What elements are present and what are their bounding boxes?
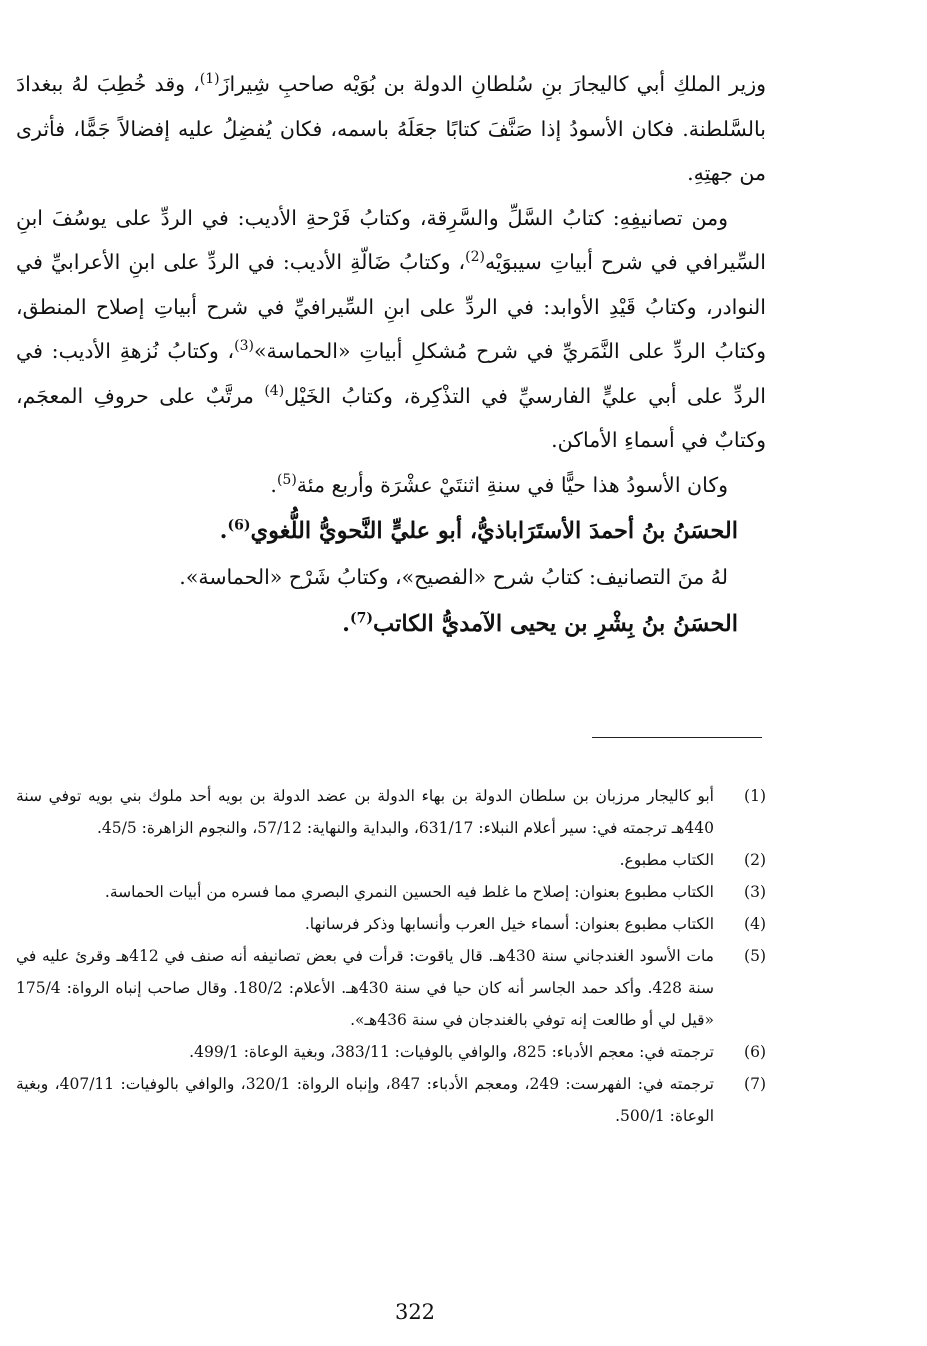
footnote-number: (2)	[744, 851, 766, 869]
footnote-item	[16, 844, 766, 876]
footnote-number: (4)	[744, 915, 766, 933]
footnote-ref-1[interactable]: (1)	[199, 71, 220, 88]
paragraph-2-text-c: ، وكتابُ نُزهةِ الأديب: في الردِّ على أبي عليٍّ الفارسيِّ في التذْكِرة، وكتابُ الخَيْل	[16, 339, 766, 408]
footnote-number: (6)	[744, 1043, 766, 1061]
footnote-text: الكتاب مطبوع بعنوان: أسماء خيل العرب وأنسابها وذكر فرسانها.	[304, 915, 714, 933]
footnote-number: (5)	[744, 947, 766, 965]
footnote-text: أبو كاليجار مرزبان بن سلطان الدولة بن بهاء الدولة بن عضد الدولة بن بويه أحد ملوك بني بويه توفي سنة 440هـ ترجمته في: سير أعلام النبلاء: 631/17، والبداية والنهاية: 57/12، والنجوم الزاهرة: 45/5.	[16, 787, 714, 837]
footnote-ref-6[interactable]: (6)	[227, 517, 251, 534]
footnote-number: (1)	[744, 787, 766, 805]
paragraph-3-text: وكان الأسودُ هذا حيًّا في سنةِ اثنتَيْ عشْرَة وأربع مئة	[296, 472, 728, 497]
footnote-ref-7[interactable]: (7)	[350, 610, 373, 626]
footnotes	[16, 780, 766, 1132]
entry-heading-2	[16, 600, 766, 648]
paragraph-3-end: .	[270, 472, 277, 497]
footnote-text: ترجمته في: الفهرست: 249، ومعجم الأدباء: 847، وإنباه الرواة: 320/1، والوافي بالوفيات: 407/11، وبغية الوعاة: 500/1.	[16, 1075, 714, 1125]
footnote-number: (7)	[744, 1075, 766, 1093]
footnote-item	[16, 876, 766, 908]
paragraph-1-text-end: ، وقد خُطِبَ لهُ ببغدادَ بالسَّلطنة. فكان الأسودُ إذا صَنَّفَ كتابًا جعَلَهُ باسمه، فكان يُفضِلُ عليه إفضالاً جَمًّا، فأثرى من جهتِهِ.	[16, 72, 766, 185]
footnote-ref-4[interactable]: (4)	[264, 382, 285, 399]
paragraph-4: لهُ منَ التصانيف: كتابُ شرح «الفصيح»، وكتابُ شَرْح «الحماسة».	[179, 565, 728, 589]
paragraph-1-text: وزير الملكِ أبي كاليجارَ بنِ سُلطانِ الدولة بن بُوَيْه صاحبِ شِيرازَ	[219, 72, 766, 96]
entry-heading-2-end: .	[342, 610, 350, 637]
footnote-item	[16, 1036, 766, 1068]
footnote-item	[16, 780, 766, 844]
footnote-text: مات الأسود الغندجاني سنة 430هـ. قال ياقوت: قرأت في بعض تصانيفه أنه صنف في 412هـ وقرئ عليه في سنة 428. وأكد حمد الجاسر أنه كان حيا في سنة 430هـ. الأعلام: 180/2. وقال صاحب إنباه الرواة: 175/4 «قيل لي أو طالعت إنه توفي بالغندجان في سنة 436هـ».	[16, 947, 714, 1029]
footnote-ref-5[interactable]: (5)	[276, 471, 297, 488]
footnote-text: الكتاب مطبوع.	[619, 851, 714, 869]
footnote-number: (3)	[744, 883, 766, 901]
footnote-item	[16, 1068, 766, 1132]
paragraph-2-text-b: ، وكتابُ ضَالّةِ الأديب: في الردِّ على ابنِ الأعرابيِّ في النوادر، وكتابُ قَيْدِ الأوابد: في الردِّ على ابنِ السِّيرافيِّ في شرح أبياتِ إصلاح المنطق، وكتابُ الردِّ على النَّمَريِّ في شرح مُشكلِ أبياتِ «الحماسة»	[16, 250, 766, 363]
footnote-ref-2[interactable]: (2)	[465, 249, 485, 266]
footnote-ref-3[interactable]: (3)	[234, 338, 255, 355]
entry-heading-1-text: الحسَنُ بنُ أحمدَ الأستَرَاباذيُّ، أبو عليٍّ النَّحويُّ اللُّغوي	[250, 518, 738, 544]
paragraph-3	[16, 463, 766, 508]
paragraph-2-text-a: ومن تصانيفِهِ: كتابُ السَّلِّ والسَّرِقة، وكتابُ فَرْحةِ الأديب: في الردِّ على يوسُفَ ابنِ السِّيرافي في شرح أبياتِ سيبوَيْه	[16, 205, 766, 274]
paragraph-2-text-d: مرتَّبٌ على حروفِ المعجَم، وكتابٌ في أسماءِ الأماكن.	[16, 383, 766, 452]
page-number: 322	[394, 1300, 436, 1324]
footnote-divider	[592, 737, 762, 738]
entry-heading-1-end: .	[219, 518, 228, 544]
footnote-item	[16, 940, 766, 1036]
entry-heading-2-text: الحسَنُ بنُ بِشْرِ بن يحيى الآمديُّ الكاتب	[373, 610, 738, 637]
footnote-text: الكتاب مطبوع بعنوان: إصلاح ما غلط فيه الحسين النمري البصري مما فسره من أبيات الحماسة.	[104, 883, 714, 901]
footnote-text: ترجمته في: معجم الأدباء: 825، والوافي بالوفيات: 383/11، وبغية الوعاة: 499/1.	[189, 1043, 714, 1061]
paragraph-2	[16, 196, 766, 463]
paragraph-1	[16, 62, 766, 196]
entry-heading-1	[16, 507, 766, 555]
footnote-item	[16, 908, 766, 940]
main-text	[16, 62, 766, 648]
